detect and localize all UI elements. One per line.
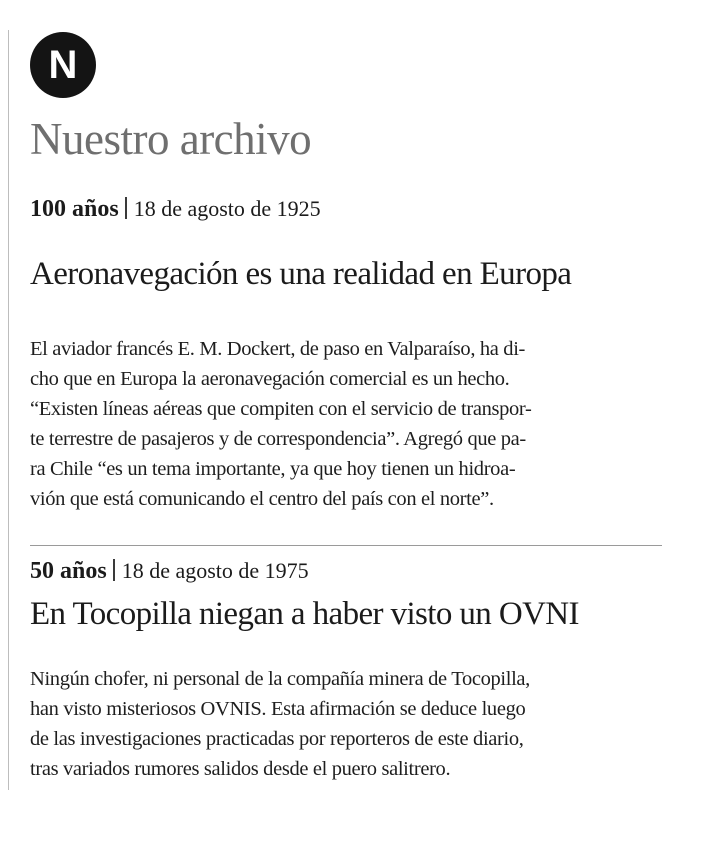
- item-divider: [30, 545, 662, 546]
- body-line: ra Chile “es un tema importante, ya que hoy tienen un hidroa-: [30, 458, 516, 480]
- body-line: vión que está comunicando el centro del país con el norte”.: [30, 488, 494, 510]
- article-body: [30, 664, 662, 784]
- left-column-rule: [8, 30, 9, 790]
- body-line: han visto misteriosos OVNIS. Esta afirmación se deduce luego: [30, 698, 526, 720]
- item-date-line: [30, 558, 309, 585]
- body-line: El aviador francés E. M. Dockert, de paso en Valparaíso, ha di-: [30, 338, 526, 360]
- archive-date: 18 de agosto de 1975: [121, 558, 309, 583]
- archive-date: 18 de agosto de 1925: [133, 196, 321, 221]
- body-line: tras variados rumores salidos desde el puero salitrero.: [30, 758, 451, 780]
- years-ago-label: 50 años: [30, 558, 107, 584]
- article-body: [30, 334, 662, 514]
- body-line: “Existen líneas aéreas que compiten con el servicio de transpor-: [30, 398, 532, 420]
- date-separator: [125, 197, 127, 219]
- body-line: te terrestre de pasajeros y de correspondencia”. Agregó que pa-: [30, 428, 526, 450]
- section-title: Nuestro archivo: [30, 114, 312, 164]
- body-line: de las investigaciones practicadas por reporteros de este diario,: [30, 728, 524, 750]
- newspaper-logo: [30, 32, 96, 98]
- item-date-line: [30, 196, 321, 223]
- logo-letter: N: [48, 43, 78, 87]
- article-headline: Aeronavegación es una realidad en Europa: [30, 256, 572, 292]
- body-line: cho que en Europa la aeronavegación comercial es un hecho.: [30, 368, 510, 390]
- article-headline: En Tocopilla niegan a haber visto un OVNI: [30, 596, 579, 632]
- date-separator: [113, 559, 115, 581]
- body-line: Ningún chofer, ni personal de la compañía minera de Tocopilla,: [30, 668, 530, 690]
- years-ago-label: 100 años: [30, 196, 119, 222]
